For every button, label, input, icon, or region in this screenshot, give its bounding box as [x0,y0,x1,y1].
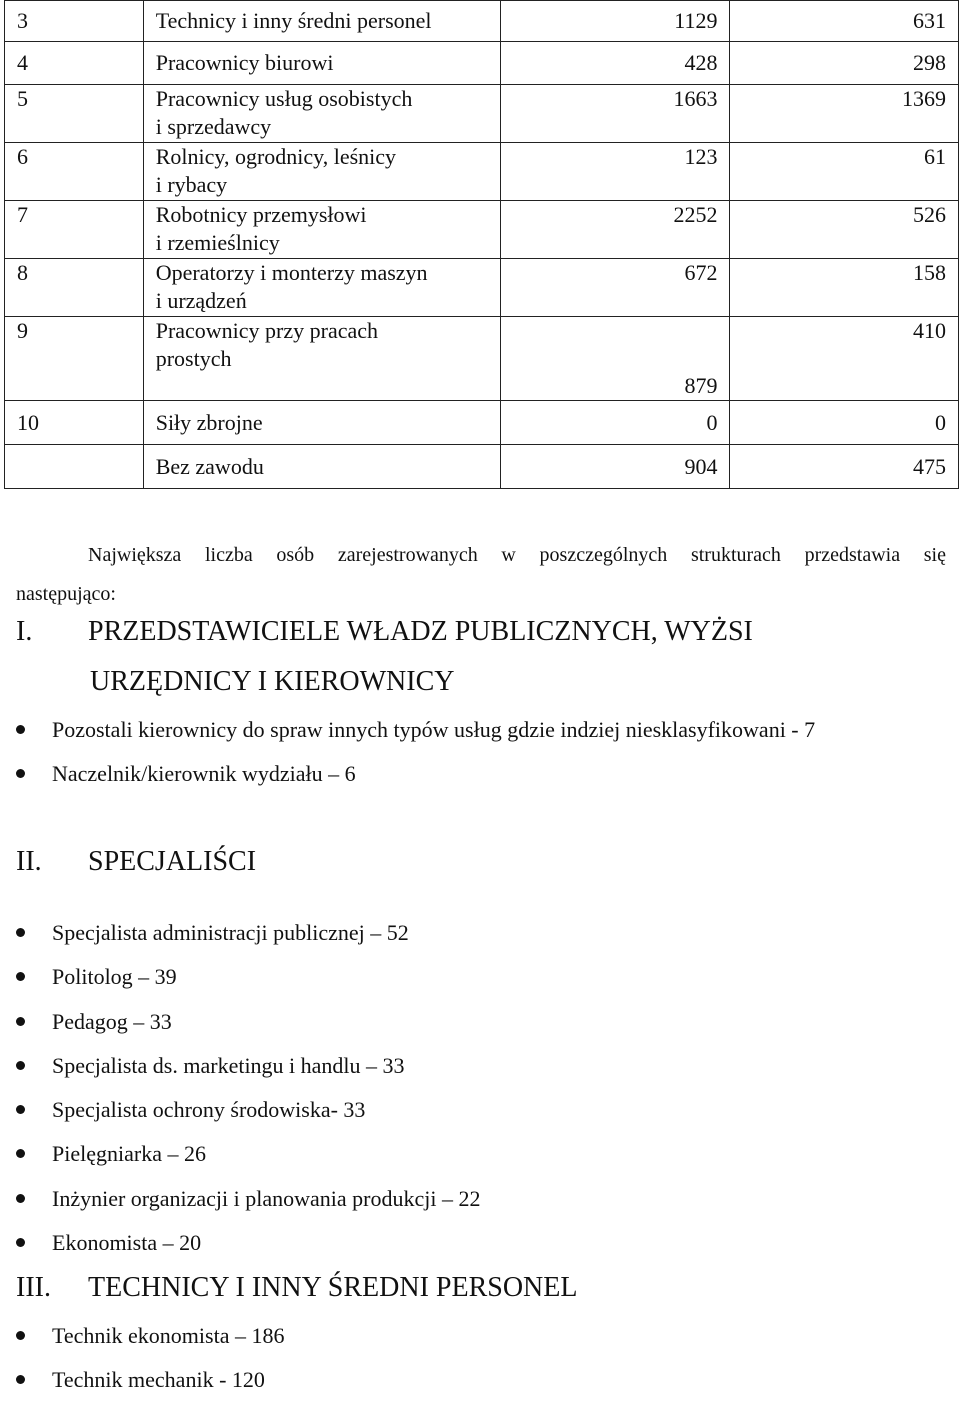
section-title-line-2: URZĘDNICY I KIEROWNICY [90,666,455,697]
table-row [5,143,959,201]
list-item [16,1221,480,1265]
list-item-text: Pielęgniarka – 26 [52,1141,206,1167]
bullet-icon [16,769,25,778]
intro-line-1: Największa liczba osób zarejestrowanych w poszczególnych strukturach przedstawia się [88,544,946,566]
value-women: 526 [730,201,959,259]
occupation-name [143,42,500,85]
value-total: 0 [501,401,730,445]
occupation-code: 9 [5,317,144,401]
value-total: 123 [501,143,730,201]
section-title: SPECJALIŚCI [88,846,257,877]
occupation-code: 6 [5,143,144,201]
intro-line-2: następująco: [16,583,116,605]
list-item-text: Ekonomista – 20 [52,1230,202,1256]
occupation-name [143,401,500,445]
list-item-text: Specjalista ds. marketingu i handlu – 33 [52,1052,405,1078]
occupation-name [143,317,500,401]
value-total: 879 [501,317,730,401]
section-title: PRZEDSTAWICIELE WŁADZ PUBLICZNYCH, WYŻSI [88,616,753,647]
occupation-name-line: i rzemieślnicy [155,230,280,255]
occupation-code: 5 [5,85,144,143]
occupation-name-line: Pracownicy biurowi [155,50,334,75]
list-item [16,752,815,796]
table-row [5,85,959,143]
bullet-icon [16,1238,25,1247]
occupation-name-line: Pracownicy usług osobistych [155,86,413,111]
list-item [16,1044,480,1088]
occupation-name-line: i sprzedawcy [155,114,272,139]
occupation-name-line: Siły zbrojne [155,409,263,435]
occupation-name-line: Robotnicy przemysłowi [155,202,367,227]
table-row [5,259,959,317]
value-women: 158 [730,259,959,317]
value-women: 298 [730,42,959,85]
table-row [5,401,959,445]
list-item-text: Technik mechanik - 120 [52,1367,265,1393]
value-women: 1369 [730,85,959,143]
list-item [16,1314,284,1358]
bullet-icon [16,1061,25,1070]
table-row [5,445,959,489]
list-item-text: Politolog – 39 [52,964,177,990]
occupation-table [4,0,959,489]
occupation-name [143,85,500,143]
table-row [5,42,959,85]
value-total: 904 [501,445,730,489]
value-women: 631 [730,1,959,42]
occupation-name [143,201,500,259]
value-total: 2252 [501,201,730,259]
list-item-text: Pedagog – 33 [52,1008,172,1034]
value-women: 475 [730,445,959,489]
occupation-code: 3 [5,1,144,42]
bullet-icon [16,1375,25,1384]
occupation-name [143,445,500,489]
list-item-text: Naczelnik/kierownik wydziału – 6 [52,761,356,787]
list-item-text: Technik ekonomista – 186 [52,1323,285,1348]
section-heading-1 [16,607,753,707]
occupation-code: 8 [5,259,144,317]
value-total: 672 [501,259,730,317]
bullet-icon [16,1149,25,1158]
occupation-name-line: Pracownicy przy pracach [155,318,379,343]
bullet-icon [16,972,25,981]
section-1-list [16,708,815,797]
table-row [5,201,959,259]
bullet-icon [16,1105,25,1114]
list-item [16,1177,480,1221]
section-2-list [16,911,480,1265]
occupation-code: 10 [5,401,144,445]
list-item [16,1088,480,1132]
section-3-list [16,1314,284,1403]
intro-paragraph [16,536,946,614]
occupation-name-line: Bez zawodu [155,453,264,479]
value-total: 1129 [501,1,730,42]
list-item [16,708,815,752]
list-item [16,1132,480,1176]
value-women: 0 [730,401,959,445]
list-item-text: Inżynier organizacji i planowania produkcji – 22 [52,1185,481,1211]
bullet-icon [16,928,25,937]
list-item [16,911,480,955]
value-total: 1663 [501,85,730,143]
occupation-name-line: prostych [155,346,232,371]
list-item-text: Specjalista administracji publicznej – 52 [52,920,409,945]
section-heading-2 [16,837,256,887]
bullet-icon [16,1017,25,1026]
table-row [5,1,959,42]
bullet-icon [16,725,25,734]
value-women: 410 [730,317,959,401]
occupation-name-line: Operatorzy i monterzy maszyn [155,260,428,285]
section-title: TECHNICY I INNY ŚREDNI PERSONEL [88,1272,578,1303]
occupation-code: 7 [5,201,144,259]
occupation-name-line: i rybacy [155,172,228,197]
occupation-name-line: Technicy i inny średni personel [155,8,432,33]
list-item [16,955,480,999]
occupation-name-line: i urządzeń [155,288,247,313]
section-heading-3 [16,1263,577,1313]
list-item [16,1000,480,1044]
list-item-text: Pozostali kierownicy do spraw innych typów usług gdzie indziej niesklasyfikowani - 7 [52,717,816,742]
occupation-name [143,1,500,42]
occupation-name [143,143,500,201]
section-number: I. [16,616,33,647]
occupation-code: 4 [5,42,144,85]
list-item-text: Specjalista ochrony środowiska- 33 [52,1097,366,1123]
occupation-code [5,445,144,489]
occupation-name-line: Rolnicy, ogrodnicy, leśnicy [155,144,397,169]
list-item [16,1358,284,1402]
bullet-icon [16,1331,25,1340]
section-number: II. [16,846,42,877]
value-women: 61 [730,143,959,201]
section-number: III. [16,1272,51,1303]
value-total: 428 [501,42,730,85]
table-row [5,317,959,401]
bullet-icon [16,1194,25,1203]
occupation-name [143,259,500,317]
